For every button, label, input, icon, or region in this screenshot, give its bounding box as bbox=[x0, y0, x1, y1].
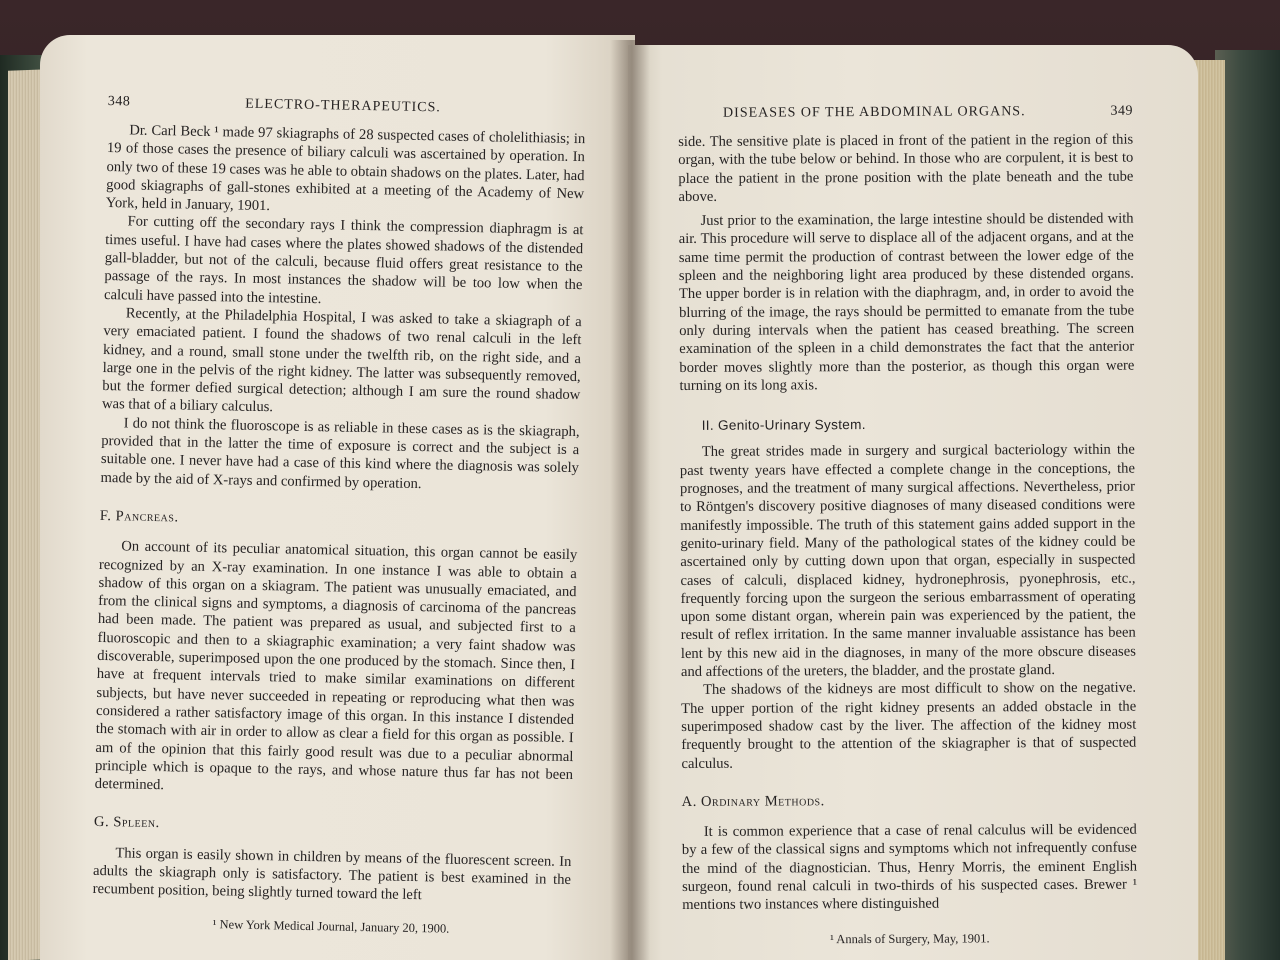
shadows-paragraph: The shadows of the kidneys are most difficult to show on the negative. The upper portion of the right kidney presents an added obstacle in the superimposed shadow cast by the liver. The affection of the kidney most frequently brought to the attention of the skiagrapher is that of suspected calculus. bbox=[681, 679, 1137, 772]
left-running-title: ELECTRO-THERAPEUTICS. bbox=[245, 96, 441, 116]
left-paragraph: I do not think the fluoroscope is as reliable in these cases as is the skiagraph, provided that in the latter the time of exposure is correct and the subject is a suitable one. I never have had a case of this kind where the diagnosis was solely made by the aid of X-rays and confirmed by operation. bbox=[100, 415, 580, 492]
right-running-title: DISEASES OF THE ABDOMINAL ORGANS. bbox=[723, 104, 1026, 121]
section-heading-spleen: G. Spleen. bbox=[93, 814, 160, 832]
right-footnote: ¹ Annals of Surgery, May, 1901. bbox=[830, 930, 990, 946]
right-page-text bbox=[678, 103, 1137, 949]
left-paragraph: Recently, at the Philadelphia Hospital, I was asked to take a skiagraph of a very emaciated patient. I found the shadows of two renal calculi in the left kidney, and a round, small stone under the twelfth rib, on the right side, and a large one in the pelvis of the right kidney. The latter was subsequently removed, but the former defied surgical detection; although I am sure the round shadow was that of a biliary calculus. bbox=[101, 305, 582, 416]
right-page bbox=[628, 45, 1198, 960]
section-heading-genito-urinary: II. Genito-Urinary System. bbox=[701, 417, 866, 434]
left-page bbox=[40, 35, 635, 960]
section-heading-ordinary-methods: A. Ordinary Methods. bbox=[681, 793, 825, 810]
continuation-paragraph: side. The sensitive plate is placed in front of the patient in the region of this organ, with the tube below or behind. In those who are corpulent, it is best to place the patient in the prone position with the plate beneath and the tube above. bbox=[678, 131, 1134, 205]
right-running-head bbox=[678, 103, 1133, 127]
section-heading-pancreas: F. Pancreas. bbox=[99, 507, 179, 526]
left-page-number: 348 bbox=[107, 93, 131, 110]
genito-paragraph: The great strides made in surgery and surgical bacteriology within the past twenty years have effected a complete change in the conceptions, the prognoses, and the treatment of many surgical affections. Nevertheless, prior to Röntgen's discovery positive diagnoses of many diseased conditions were manifestly impossible. The truth of this statement gains added support in the genito-urinary field. Many of the pathological states of the kidney could be ascertained only by cutting down upon that organ, especially in suspected cases of calculi, displaced kidney, hydronephrosis, pyonephrosis, etc., frequently forcing upon the surgeon the serious embarrassment of operating upon some distant organ, wherein pain was experienced by the patient, the result of reflex irritation. In the same manner invaluable assistance has been lent by this new aid in the diagnoses, in many of the more obscure diseases and affections of the ureters, the bladder, and the prostate gland. bbox=[679, 442, 1136, 681]
book-gutter bbox=[610, 40, 650, 960]
left-paragraph: For cutting off the secondary rays I think the compression diaphragm is at times useful. I have had cases where the plates showed shadows of the distended gall-bladder, but not of the calculi, because fluid offers great resistance to the passage of the rays. In most instances the shadow will be too low when the calculi have passed into the intestine. bbox=[103, 213, 584, 307]
ordinary-methods-paragraph: It is common experience that a case of renal calculus will be evidenced by a few of the classical signs and symptoms which not infrequently confuse the mind of the diagnostician. Thus, Henry Morris, the eminent English surgeon, found renal calculi in two-thirds of his suspected cases. Brewer ¹ mentions two instances where distinguished bbox=[681, 821, 1138, 914]
left-footnote: ¹ New York Medical Journal, January 20, 1900. bbox=[212, 916, 450, 936]
pancreas-paragraph: On account of its peculiar anatomical situation, this organ cannot be easily recognized by an X-ray examination. In one instance I was able to obtain a shadow of this organ on a skiagram. The patient was unusually emaciated, and from the clinical signs and symptoms, a diagnosis of carcinoma of the pancreas had been made. The patient was prepared as usual, and subjected first to a fluoroscopic and then to a skiagraphic examination; a very faint shadow was discoverable, superimposed upon the one produced by the stomach. Since then, I have at frequent intervals tried to make similar examinations on different subjects, but have never succeeded in repeating or reproducing what then was considered a rather satisfactory image of this organ. In this instance I distended the stomach with air in order to allow as clear a field for this organ as possible. I am of the opinion that this fairly good result was due to a peculiar abnormal principle which is opaque to the rays, and whose nature thus far has not been determined. bbox=[94, 538, 578, 794]
left-paragraph: Dr. Carl Beck ¹ made 97 skiagraphs of 28 suspected cases of cholelithiasis; in 19 of those cases the presence of biliary calculi was ascertained by operation. In only two of these 19 cases was he able to obtain shadows on the plates. Later, had good skiagraphs of gall-stones exhibited at a meeting of the Academy of New York, held in January, 1901. bbox=[105, 122, 586, 215]
spleen-paragraph: This organ is easily shown in children by means of the fluorescent screen. In adults the skiagraph only is satisfactory. The patient is best examined in the recumbent position, being slightly turned toward the left bbox=[92, 844, 572, 904]
left-page-text bbox=[92, 93, 586, 940]
right-page-number: 349 bbox=[1110, 103, 1134, 119]
intestine-paragraph: Just prior to the examination, the large intestine should be distended with air. This procedure will serve to displace all of the adjacent organs, and at the same time permit the production of contrast between the lower edge of the spleen and the neighboring light area produced by these distended organs. The upper border is in relation with the diaphragm, and, in order to avoid the blurring of the image, the rays should be permitted to emanate from the tube only during intervals when the patient has ceased breathing. The screen examination of the spleen in a child demonstrates the fact that the anterior border moves slightly more than the posterior, as though this organ were turning on its long axis. bbox=[678, 210, 1135, 394]
